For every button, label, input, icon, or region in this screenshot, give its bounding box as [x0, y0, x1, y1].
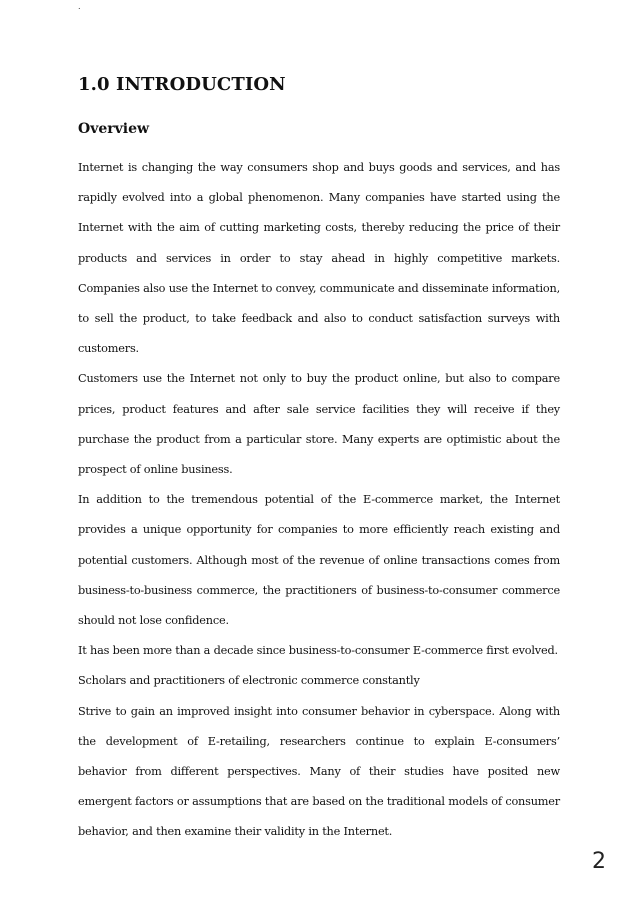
paragraph: It has been more than a decade since business-to-consumer E-commerce first evolved. — [78, 644, 558, 658]
subsection-heading: Overview — [78, 121, 150, 137]
body-text — [78, 153, 560, 848]
page-number: 2 — [592, 849, 606, 874]
paragraph: Strive to gain an improved insight into consumer behavior in cyberspace. Along with the development of E-retailing, researchers continue to explain E-consumers’ behavior from different perspectives. Many of their studies have posited new emergent factors or assumptions that are based on the traditional models of consumer behavior, and then examine their validity in the Internet. — [78, 704, 560, 839]
paragraph: Customers use the Internet not only to buy the product online, but also to compare prices, product features and after sale service facilities they will receive if they purchase the product from a particular store. Many experts are optimistic about the prospect of online business. — [78, 372, 560, 477]
paragraph: Internet is changing the way consumers shop and buys goods and services, and has rapidly evolved into a global phenomenon. Many companies have started using the Internet with the aim of cutting marketing costs, thereby reducing the price of their products and services in order to stay ahead in highly competitive markets. Companies also use the Internet to convey, communicate and disseminate information, to sell the product, to take feedback and also to conduct satisfaction surveys with customers. — [78, 161, 560, 356]
page-mark: . — [78, 2, 81, 11]
section-heading: 1.0 INTRODUCTION — [78, 74, 286, 95]
paragraph: In addition to the tremendous potential of the E-commerce market, the Internet provides a unique opportunity for companies to more efficiently reach existing and potential customers. Although most of the revenue of online transactions comes from business-to-business commerce, the practitioners of business-to-consumer commerce should not lose confidence. — [78, 493, 560, 628]
paragraph: Scholars and practitioners of electronic commerce constantly — [78, 674, 420, 688]
